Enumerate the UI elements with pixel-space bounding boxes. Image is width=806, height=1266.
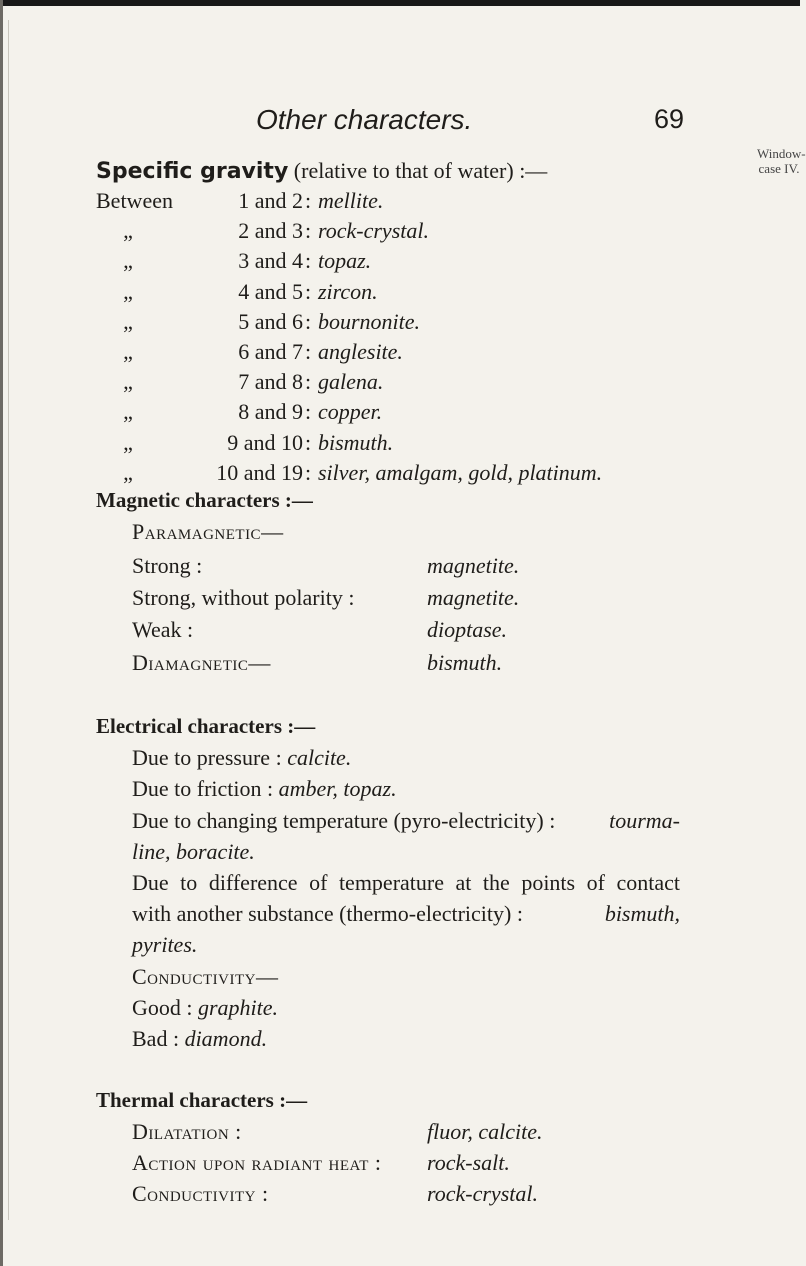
thermal-row-label: Dilatation : xyxy=(132,1119,242,1144)
page-number: 69 xyxy=(654,104,685,134)
specific-gravity-heading-bold: Specific gravity xyxy=(96,159,289,184)
row-range: 6 and 7 xyxy=(238,339,303,364)
thermal-row-mineral: fluor, calcite. xyxy=(427,1119,543,1144)
row-colon: : xyxy=(305,278,312,304)
row-minerals: mellite. xyxy=(318,188,384,213)
scan-top-edge xyxy=(0,0,800,6)
row-prefix: „ xyxy=(123,369,133,395)
electrical-heading: Electrical characters :— xyxy=(96,714,316,738)
specific-gravity-heading xyxy=(96,158,547,184)
pressure-line xyxy=(132,745,351,771)
row-minerals: copper. xyxy=(318,399,383,425)
row-prefix: „ xyxy=(123,278,133,304)
row-prefix: „ xyxy=(123,218,133,244)
pressure-mineral: calcite. xyxy=(287,745,352,770)
row-colon: : xyxy=(305,308,312,334)
row-prefix: „ xyxy=(123,429,133,455)
pressure-label: Due to pressure : xyxy=(132,745,282,770)
diamagnetic-label: Diamagnetic— xyxy=(132,650,271,675)
row-prefix: Between xyxy=(96,188,173,213)
magnetic-heading: Magnetic characters :— xyxy=(96,488,313,512)
friction-line xyxy=(132,776,397,802)
row-colon: : xyxy=(305,459,312,485)
row-colon: : xyxy=(305,429,312,455)
row-range: 5 and 6 xyxy=(238,308,303,334)
row-colon: : xyxy=(305,369,312,395)
magnetic-row-label: Weak : xyxy=(132,617,194,642)
row-range: 10 and 19 xyxy=(216,459,303,485)
row-minerals: topaz. xyxy=(318,248,372,274)
row-minerals: galena. xyxy=(318,369,384,395)
temperature-mineral-2: line, boracite. xyxy=(132,839,255,864)
row-colon: : xyxy=(305,339,312,364)
thermal-row-label: Conductivity : xyxy=(132,1181,269,1206)
row-minerals: zircon. xyxy=(318,278,378,304)
temperature-mineral-1: tourma- xyxy=(609,808,680,833)
diamagnetic-mineral: bismuth. xyxy=(427,650,503,675)
contact-label-2: with another substance (thermo-electricity) : xyxy=(132,901,523,926)
row-minerals: silver, amalgam, gold, platinum. xyxy=(318,459,603,485)
magnetic-row-mineral: magnetite. xyxy=(427,553,520,578)
row-prefix: „ xyxy=(123,339,133,364)
row-range: 8 and 9 xyxy=(238,399,303,425)
page-gutter-line xyxy=(8,20,9,1220)
row-range: 4 and 5 xyxy=(238,278,303,304)
good-line xyxy=(132,995,278,1021)
temperature-line-1 xyxy=(132,808,680,834)
friction-label: Due to friction : xyxy=(132,776,274,801)
margin-note: Window-case IV. xyxy=(757,146,806,176)
specific-gravity-row xyxy=(96,279,736,309)
bad-line xyxy=(132,1026,267,1052)
magnetic-row-mineral: magnetite. xyxy=(427,585,520,610)
specific-gravity-row xyxy=(96,399,736,429)
row-minerals: anglesite. xyxy=(318,339,403,364)
temperature-label: Due to changing temperature (pyro-electricity) : xyxy=(132,808,556,833)
paramagnetic-label: Paramagnetic— xyxy=(132,519,284,544)
running-title: Other characters. xyxy=(256,104,473,135)
row-range: 3 and 4 xyxy=(238,248,303,274)
good-mineral: graphite. xyxy=(198,995,279,1020)
bad-mineral: diamond. xyxy=(184,1026,268,1051)
magnetic-row-label: Strong, without polarity : xyxy=(132,585,355,610)
contact-line-1: Due to difference of temperature at the points of contact xyxy=(132,870,680,895)
row-colon: : xyxy=(305,399,312,425)
specific-gravity-row xyxy=(96,460,736,490)
row-prefix: „ xyxy=(123,308,133,334)
thermal-row-mineral: rock-salt. xyxy=(427,1150,510,1175)
good-label: Good : xyxy=(132,995,193,1020)
row-prefix: „ xyxy=(123,248,133,274)
friction-mineral: amber, topaz. xyxy=(278,776,397,801)
contact-line-2 xyxy=(132,901,680,927)
magnetic-row-mineral: dioptase. xyxy=(427,617,508,642)
specific-gravity-row xyxy=(96,309,736,339)
row-range: 1 and 2 xyxy=(238,188,303,213)
row-colon: : xyxy=(305,218,312,244)
row-range: 7 and 8 xyxy=(238,369,303,395)
contact-mineral-2: pyrites. xyxy=(132,932,198,957)
thermal-row-mineral: rock-crystal. xyxy=(427,1181,538,1206)
row-minerals: bournonite. xyxy=(318,308,421,334)
magnetic-row-label: Strong : xyxy=(132,553,203,578)
row-colon: : xyxy=(305,188,312,213)
scan-left-edge xyxy=(0,0,3,1266)
thermal-heading: Thermal characters :— xyxy=(96,1088,308,1112)
row-range: 2 and 3 xyxy=(238,218,303,244)
row-minerals: rock-crystal. xyxy=(318,218,429,244)
specific-gravity-heading-rest: (relative to that of water) :— xyxy=(293,158,548,183)
row-minerals: bismuth. xyxy=(318,429,394,455)
row-prefix: „ xyxy=(123,399,133,425)
conductivity-label: Conductivity— xyxy=(132,964,279,989)
contact-mineral-1: bismuth, xyxy=(604,901,680,926)
specific-gravity-row xyxy=(96,430,736,460)
specific-gravity-row xyxy=(96,218,736,248)
bad-label: Bad : xyxy=(132,1026,180,1051)
thermal-row-label: Action upon radiant heat : xyxy=(132,1150,382,1175)
row-colon: : xyxy=(305,248,312,274)
specific-gravity-row xyxy=(96,339,736,369)
specific-gravity-row xyxy=(96,188,736,218)
row-prefix: „ xyxy=(123,459,133,485)
specific-gravity-row xyxy=(96,369,736,399)
row-range: 9 and 10 xyxy=(227,429,303,455)
specific-gravity-row xyxy=(96,248,736,278)
